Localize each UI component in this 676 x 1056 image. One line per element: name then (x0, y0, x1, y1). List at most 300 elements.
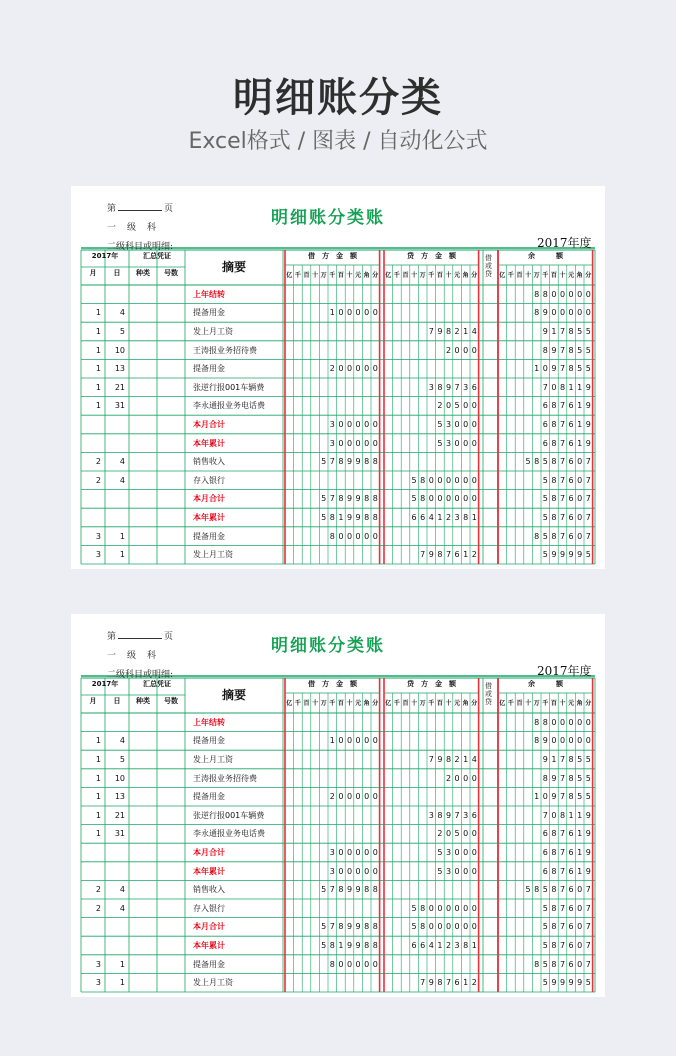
digit-balance: 7 (559, 792, 566, 802)
digit-debit: 0 (346, 736, 353, 746)
digit-credit: 8 (445, 755, 452, 764)
digit-label-debit: 十 (346, 700, 353, 707)
digit-balance: 6 (568, 848, 574, 857)
digit-credit: 0 (428, 475, 434, 485)
digit-balance: 9 (585, 829, 591, 839)
digit-credit: 2 (471, 978, 477, 988)
digit-balance: 7 (559, 755, 566, 764)
digit-balance: 8 (568, 792, 574, 802)
digit-credit: 1 (437, 513, 443, 522)
level1-account-label: 一 级 科 (107, 223, 158, 233)
digit-credit: 9 (428, 978, 434, 988)
digit-balance: 8 (551, 866, 557, 876)
row-day (105, 714, 125, 731)
digit-credit: 0 (463, 922, 469, 932)
digit-label-debit: 十 (312, 700, 319, 707)
digit-balance: 9 (577, 978, 583, 988)
digit-balance: 5 (585, 345, 591, 355)
digit-debit: 1 (338, 941, 344, 950)
digit-debit: 0 (338, 308, 344, 318)
digit-label-credit: 千 (428, 272, 435, 279)
digit-label-credit: 分 (471, 700, 478, 707)
digit-debit: 5 (321, 494, 327, 504)
digit-debit: 9 (346, 494, 353, 504)
digit-debit: 0 (355, 848, 361, 857)
digit-credit: 0 (471, 848, 477, 857)
digit-balance: 8 (551, 829, 557, 839)
digit-credit: 5 (437, 866, 443, 876)
digit-debit: 0 (338, 959, 344, 969)
row-month: 1 (95, 382, 101, 392)
page-title: 明细账分类 (233, 75, 443, 121)
digit-balance: 6 (568, 922, 574, 932)
digit-credit: 5 (437, 848, 443, 857)
digit-debit: 5 (321, 941, 327, 950)
digit-credit: 0 (463, 903, 469, 913)
digit-balance: 8 (551, 457, 557, 467)
digit-balance: 7 (559, 531, 566, 541)
digit-label-credit: 亿 (385, 272, 392, 279)
digit-balance: 8 (551, 438, 557, 448)
row-summary: 上年结转 (193, 717, 225, 727)
col-month-header: 月 (89, 697, 97, 705)
row-month: 1 (95, 736, 101, 746)
digit-credit: 8 (420, 903, 426, 913)
row-day: 31 (114, 829, 125, 839)
digit-credit: 2 (454, 327, 460, 336)
digit-credit: 0 (471, 420, 477, 429)
digit-label-credit: 十 (411, 700, 418, 707)
col-type-header: 种类 (136, 697, 150, 705)
row-month: 2 (95, 475, 101, 485)
digit-balance: 6 (568, 531, 574, 541)
digit-debit: 9 (346, 513, 353, 522)
row-day: 5 (119, 327, 125, 336)
digit-balance: 0 (559, 736, 566, 746)
digit-label-credit: 十 (411, 272, 418, 279)
digit-debit: 0 (364, 736, 370, 746)
digit-label-credit: 百 (436, 272, 443, 279)
digit-credit: 2 (445, 513, 452, 522)
digit-balance: 9 (551, 792, 557, 802)
digit-debit: 0 (372, 531, 378, 541)
digit-credit: 8 (420, 494, 426, 504)
digit-label-credit: 角 (462, 272, 469, 279)
digit-balance: 9 (585, 866, 591, 876)
digit-debit: 8 (364, 922, 370, 932)
digit-credit: 0 (445, 922, 452, 932)
digit-credit: 0 (454, 420, 460, 429)
digit-balance: 7 (559, 438, 566, 448)
digit-debit: 0 (372, 438, 378, 448)
digit-balance: 9 (551, 773, 557, 783)
digit-credit: 0 (445, 494, 452, 504)
row-day (105, 416, 125, 433)
digit-balance: 7 (559, 829, 566, 839)
digit-credit: 2 (445, 941, 452, 950)
digit-debit: 0 (338, 420, 344, 429)
digit-balance: 8 (568, 327, 574, 336)
digit-credit: 4 (428, 513, 434, 522)
digit-balance: 9 (551, 550, 557, 560)
row-month: 1 (95, 364, 101, 374)
digit-credit: 4 (428, 941, 434, 950)
digit-label-balance: 百 (550, 700, 557, 707)
digit-credit: 2 (454, 755, 460, 764)
col-type-header: 种类 (136, 269, 150, 277)
digit-credit: 1 (463, 755, 469, 764)
col-day-header: 日 (113, 269, 121, 277)
digit-credit: 0 (463, 494, 469, 504)
row-day (105, 937, 125, 954)
digit-balance: 7 (559, 885, 566, 895)
digit-credit: 7 (454, 382, 460, 392)
digit-label-credit: 百 (402, 272, 409, 279)
digit-balance: 6 (568, 903, 574, 913)
col-summary-header: 摘要 (221, 688, 246, 702)
digit-balance: 9 (559, 550, 566, 560)
digit-credit: 0 (445, 829, 452, 839)
digit-debit: 8 (329, 941, 335, 950)
digit-debit: 8 (338, 885, 344, 895)
digit-balance: 6 (542, 866, 548, 876)
digit-credit: 0 (471, 922, 477, 932)
digit-credit: 0 (454, 903, 460, 913)
digit-credit: 3 (454, 941, 460, 950)
row-summary: 本年累计 (193, 866, 225, 876)
digit-balance: 9 (542, 736, 548, 746)
row-month (81, 844, 101, 861)
digit-balance: 9 (585, 382, 591, 392)
digit-balance: 8 (542, 345, 548, 355)
digit-label-credit: 元 (454, 272, 461, 279)
digit-balance: 7 (585, 513, 591, 522)
col-debit-header: 借 方 金 额 (308, 680, 357, 688)
digit-label-debit: 百 (303, 700, 310, 707)
digit-balance: 8 (534, 736, 540, 746)
digit-balance: 0 (577, 494, 583, 504)
ledger-title: 明细账分类账 (271, 208, 385, 228)
digit-balance: 5 (585, 792, 591, 802)
digit-balance: 6 (542, 829, 548, 839)
digit-balance: 5 (542, 457, 548, 467)
row-month (81, 490, 101, 507)
digit-debit: 8 (372, 494, 378, 504)
digit-balance: 8 (551, 959, 557, 969)
digit-label-debit: 万 (320, 700, 327, 707)
digit-debit: 0 (364, 866, 370, 876)
digit-label-credit: 万 (419, 700, 426, 707)
digit-credit: 8 (437, 810, 443, 820)
digit-credit: 3 (463, 382, 469, 392)
digit-balance: 6 (568, 513, 574, 522)
digit-debit: 0 (364, 364, 370, 374)
digit-balance: 0 (551, 717, 557, 727)
year-label: 2017年度 (537, 664, 592, 678)
digit-debit: 0 (372, 308, 378, 318)
digit-balance: 9 (585, 810, 591, 820)
digit-debit: 8 (372, 922, 378, 932)
row-summary: 存入银行 (193, 903, 225, 913)
digit-balance: 7 (542, 382, 548, 392)
digit-balance: 0 (577, 959, 583, 969)
digit-balance: 8 (534, 289, 540, 299)
digit-balance: 8 (568, 773, 574, 783)
digit-balance: 1 (577, 382, 583, 392)
digit-credit: 8 (463, 941, 469, 950)
digit-debit: 5 (321, 513, 327, 522)
digit-balance: 8 (534, 885, 540, 895)
digit-balance: 0 (585, 308, 591, 318)
digit-debit: 7 (329, 922, 335, 932)
digit-balance: 0 (577, 941, 583, 950)
digit-balance: 8 (551, 885, 557, 895)
digit-credit: 0 (463, 773, 469, 783)
digit-debit: 0 (372, 420, 378, 429)
digit-label-credit: 十 (445, 272, 452, 279)
digit-debit: 8 (364, 941, 370, 950)
digit-balance: 7 (559, 345, 566, 355)
col-credit-header: 贷 方 金 额 (407, 252, 456, 260)
digit-balance: 5 (542, 531, 548, 541)
digit-debit: 0 (338, 531, 344, 541)
digit-credit: 5 (454, 829, 460, 839)
row-summary: 本年累计 (193, 513, 225, 522)
digit-debit: 3 (329, 848, 335, 857)
digit-balance: 7 (559, 848, 566, 857)
row-month: 1 (95, 792, 101, 802)
digit-debit: 3 (329, 438, 335, 448)
row-month (81, 918, 101, 935)
digit-credit: 5 (411, 903, 417, 913)
row-month (81, 937, 101, 954)
digit-debit: 9 (355, 885, 361, 895)
col-month-header: 月 (89, 269, 97, 277)
row-day: 1 (119, 550, 125, 560)
digit-balance: 8 (568, 364, 574, 374)
digit-credit: 0 (463, 829, 469, 839)
digit-balance: 5 (577, 755, 583, 764)
row-day: 4 (119, 903, 125, 913)
row-day: 1 (119, 959, 125, 969)
digit-credit: 0 (463, 866, 469, 876)
digit-label-debit: 百 (337, 272, 344, 279)
digit-credit: 8 (463, 513, 469, 522)
row-day: 4 (119, 475, 125, 485)
digit-balance: 8 (551, 494, 557, 504)
digit-credit: 0 (428, 494, 434, 504)
digit-balance: 0 (577, 475, 583, 485)
digit-balance: 7 (559, 327, 566, 336)
digit-label-debit: 千 (294, 272, 301, 279)
digit-label-balance: 亿 (499, 700, 506, 707)
digit-label-balance: 千 (542, 700, 549, 707)
col-number-header: 号数 (164, 269, 178, 277)
digit-balance: 1 (577, 438, 583, 448)
digit-credit: 9 (437, 755, 443, 764)
digit-balance: 5 (585, 773, 591, 783)
digit-label-credit: 元 (454, 700, 461, 707)
digit-balance: 5 (542, 475, 548, 485)
digit-label-credit: 千 (393, 272, 400, 279)
row-day: 31 (114, 401, 125, 411)
digit-balance: 1 (568, 810, 574, 820)
digit-credit: 3 (454, 513, 460, 522)
row-summary: 提备用金 (193, 792, 225, 802)
digit-balance: 0 (551, 810, 557, 820)
digit-credit: 0 (437, 922, 443, 932)
digit-balance: 8 (542, 717, 548, 727)
digit-balance: 0 (585, 736, 591, 746)
digit-balance: 1 (577, 401, 583, 411)
col-day-header: 日 (113, 697, 121, 705)
digit-debit: 0 (355, 792, 361, 802)
ledger-preview-card-1 (71, 186, 605, 569)
row-month: 3 (95, 959, 101, 969)
digit-balance: 0 (568, 717, 574, 727)
digit-credit: 0 (471, 438, 477, 448)
digit-credit: 5 (411, 494, 417, 504)
digit-credit: 6 (454, 978, 460, 988)
digit-debit: 0 (346, 438, 353, 448)
digit-debit: 0 (346, 848, 353, 857)
digit-credit: 0 (463, 848, 469, 857)
row-summary: 张逆行报001车辆费 (193, 810, 265, 820)
digit-debit: 7 (329, 457, 335, 467)
row-day: 4 (119, 308, 125, 318)
row-summary: 李永通报业务电话费 (193, 829, 265, 839)
digit-balance: 7 (585, 941, 591, 950)
digit-debit: 0 (364, 308, 370, 318)
digit-balance: 0 (577, 903, 583, 913)
digit-debit: 0 (364, 959, 370, 969)
row-summary: 李永通报业务电话费 (193, 401, 265, 411)
digit-credit: 7 (445, 978, 452, 988)
digit-balance: 5 (542, 513, 548, 522)
digit-debit: 3 (329, 420, 335, 429)
row-month: 1 (95, 773, 101, 783)
digit-balance: 7 (559, 959, 566, 969)
digit-credit: 0 (454, 922, 460, 932)
digit-credit: 3 (445, 866, 452, 876)
row-month: 2 (95, 903, 101, 913)
digit-balance: 5 (542, 978, 548, 988)
digit-credit: 4 (471, 327, 477, 336)
digit-credit: 0 (463, 401, 469, 411)
row-day (105, 286, 125, 303)
digit-balance: 5 (577, 773, 583, 783)
digit-debit: 0 (338, 792, 344, 802)
digit-balance: 5 (577, 327, 583, 336)
row-summary: 提备用金 (193, 308, 225, 318)
digit-balance: 9 (542, 755, 548, 764)
row-summary: 本月合计 (193, 848, 225, 857)
digit-credit: 0 (454, 866, 460, 876)
digit-credit: 0 (454, 345, 460, 355)
digit-balance: 8 (551, 420, 557, 429)
digit-credit: 0 (454, 494, 460, 504)
digit-credit: 6 (420, 513, 426, 522)
digit-credit: 1 (437, 941, 443, 950)
digit-credit: 0 (454, 438, 460, 448)
digit-balance: 6 (568, 941, 574, 950)
digit-balance: 8 (542, 773, 548, 783)
digit-credit: 8 (437, 382, 443, 392)
row-day: 5 (119, 755, 125, 764)
digit-label-debit: 分 (372, 700, 379, 707)
digit-label-debit: 十 (312, 272, 319, 279)
digit-debit: 9 (346, 922, 353, 932)
digit-label-balance: 百 (516, 272, 523, 279)
digit-credit: 2 (437, 829, 443, 839)
digit-debit: 9 (355, 513, 361, 522)
digit-balance: 8 (534, 717, 540, 727)
digit-debit: 0 (364, 531, 370, 541)
digit-balance: 0 (585, 717, 591, 727)
digit-debit: 5 (321, 457, 327, 467)
row-summary: 本月合计 (193, 494, 225, 504)
digit-label-debit: 亿 (286, 272, 293, 279)
digit-label-debit: 角 (363, 272, 370, 279)
digit-credit: 8 (445, 327, 452, 336)
digit-label-balance: 万 (533, 700, 540, 707)
digit-label-debit: 万 (320, 272, 327, 279)
digit-balance: 8 (534, 308, 540, 318)
digit-debit: 5 (321, 885, 327, 895)
row-day (105, 509, 125, 526)
digit-credit: 0 (445, 903, 452, 913)
digit-debit: 0 (346, 308, 353, 318)
digit-balance: 0 (542, 792, 548, 802)
digit-credit: 0 (471, 903, 477, 913)
digit-label-debit: 千 (329, 700, 336, 707)
digit-debit: 0 (355, 308, 361, 318)
digit-label-credit: 百 (436, 700, 443, 707)
digit-credit: 5 (437, 438, 443, 448)
digit-credit: 8 (420, 475, 426, 485)
digit-balance: 5 (525, 885, 531, 895)
row-day (105, 918, 125, 935)
digit-balance: 0 (559, 308, 566, 318)
digit-label-balance: 亿 (499, 272, 506, 279)
col-debit-header: 借 方 金 额 (308, 252, 357, 260)
digit-label-balance: 角 (576, 272, 583, 279)
digit-balance: 7 (585, 457, 591, 467)
digit-label-balance: 千 (507, 272, 514, 279)
digit-credit: 2 (445, 345, 452, 355)
digit-debit: 0 (355, 364, 361, 374)
digit-balance: 0 (559, 289, 566, 299)
digit-balance: 1 (577, 829, 583, 839)
digit-balance: 7 (585, 922, 591, 932)
digit-debit: 0 (364, 438, 370, 448)
row-month (81, 509, 101, 526)
digit-label-credit: 百 (402, 700, 409, 707)
digit-debit: 0 (338, 438, 344, 448)
digit-credit: 5 (411, 922, 417, 932)
digit-balance: 8 (551, 903, 557, 913)
digit-balance: 9 (585, 420, 591, 429)
digit-balance: 7 (559, 866, 566, 876)
digit-label-balance: 十 (559, 700, 566, 707)
digit-balance: 5 (542, 494, 548, 504)
digit-credit: 0 (428, 922, 434, 932)
row-month (81, 416, 101, 433)
digit-debit: 0 (355, 736, 361, 746)
digit-balance: 7 (559, 457, 566, 467)
digit-balance: 7 (559, 903, 566, 913)
digit-balance: 6 (542, 420, 548, 429)
